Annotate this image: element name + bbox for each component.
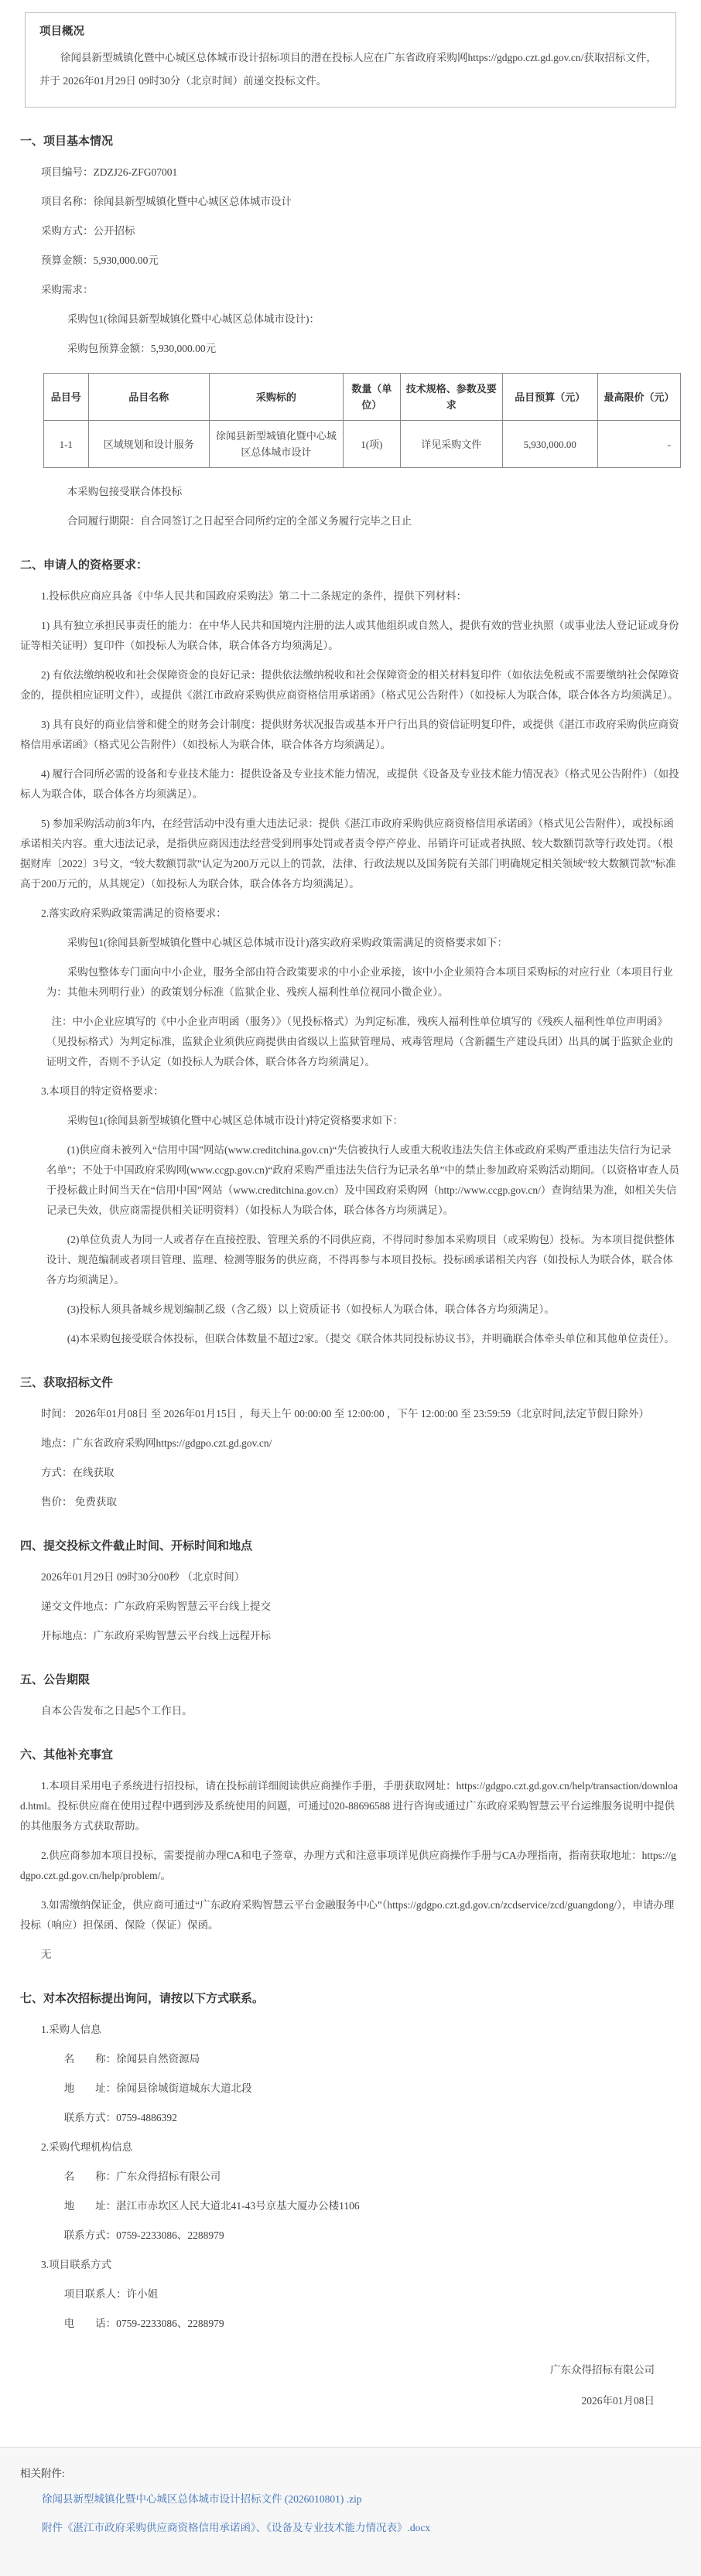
table-header-row xyxy=(44,374,681,421)
overview-title: 项目概况 xyxy=(39,26,84,38)
paragraph: 3) 具有良好的商业信誉和健全的财务会计制度：提供财务状况报告或基本开户行出具的资信证明复印件，或提供《湛江市政府采购供应商资格信用承诺函》（格式见公告附件）（如投标人为联合体，联合体各方均须满足）。 xyxy=(20,719,679,750)
paragraph: 地 址：徐闻县徐城街道城东大道北段 xyxy=(63,2082,252,2094)
table-row xyxy=(44,421,681,468)
paragraph: 采购需求： xyxy=(41,284,94,296)
document-sections xyxy=(20,132,681,2334)
paragraph: 2.采购代理机构信息 xyxy=(41,2141,133,2153)
paragraph: 2.供应商参加本项目投标，需要提前办理CA和电子签章，办理方式和注意事项详见供应商操作手册与CA办理指南，指南获取地址：https://gdgpo.czt.gd.gov.cn/help/problem/。 xyxy=(20,1850,676,1881)
paragraph: 自本公告发布之日起5个工作日。 xyxy=(41,1705,193,1717)
table-header-cell: 品目名称 xyxy=(88,374,209,421)
paragraph: (3)投标人须具备城乡规划编制乙级（含乙级）以上资质证书（如投标人为联合体，联合体各方均须满足）。 xyxy=(67,1303,555,1315)
paragraph: 2) 有依法缴纳税收和社会保障资金的良好记录：提供依法缴纳税收和社会保障资金的相关材料复印件（如依法免税或不需要缴纳社会保障资金的，提供相应证明文件），或提供《湛江市政府采购供应商资格信用承诺函》（格式见公告附件）（如投标人为联合体，联合体各方均须满足）。 xyxy=(20,669,679,701)
paragraph: 3.项目联系方式 xyxy=(41,2259,112,2270)
project-overview-box xyxy=(25,12,676,108)
table-header-cell: 数量（单位） xyxy=(343,374,400,421)
table-cell: 详见采购文件 xyxy=(400,421,502,468)
section-heading: 六、其他补充事宜 xyxy=(20,1749,114,1761)
paragraph: 方式：在线获取 xyxy=(41,1467,115,1478)
paragraph: 名 称：广东众得招标有限公司 xyxy=(63,2171,221,2182)
table-header-cell: 品目号 xyxy=(44,374,89,421)
paragraph: 地 址：湛江市赤坎区人民大道北41-43号京基大厦办公楼1106 xyxy=(63,2200,360,2212)
paragraph: 1.投标供应商应具备《中华人民共和国政府采购法》第二十二条规定的条件，提供下列材料： xyxy=(41,590,467,602)
table-header-cell: 技术规格、参数及要求 xyxy=(400,374,502,421)
table-header-cell: 品目预算（元） xyxy=(502,374,597,421)
section-heading: 一、项目基本情况 xyxy=(20,135,114,148)
paragraph: 采购包预算金额：5,930,000.00元 xyxy=(67,343,217,354)
table-cell: 5,930,000.00 xyxy=(502,421,597,468)
section-heading: 五、公告期限 xyxy=(20,1674,91,1686)
signature-date: 2026年01月08日 xyxy=(581,2395,655,2407)
paragraph: 合同履行期限：自合同签订之日起至合同所约定的全部义务履行完毕之日止 xyxy=(67,515,412,527)
paragraph: 5) 参加采购活动前3年内，在经营活动中没有重大违法记录：提供《湛江市政府采购供应商资格信用承诺函》（格式见公告附件），或投标函承诺相关内容。重大违法记录，是指供应商因违法经营受到刑事处罚或者责令停产停业、吊销许可证或者执照、较大数额罚款等行政处罚。（根据财库〔2022〕3号文，“较大数额罚款”认定为200万元以上的罚款，法律、行政法规以及国务院有关部门明确规定相关领域“较大数额罚款”标准高于200万元的，从其规定）（如投标人为联合体，联合体各方均须满足）。 xyxy=(20,818,676,890)
paragraph: (2)单位负责人为同一人或者存在直接控股、管理关系的不同供应商，不得同时参加本采购项目（或采购包）投标。为本项目提供整体设计、规范编制或者项目管理、监理、检测等服务的供应商，不得再参与本项目投标。投标函承诺相关内容（如投标人为联合体，联合体各方均须满足）。 xyxy=(46,1234,675,1286)
section-heading: 三、获取招标文件 xyxy=(20,1377,114,1389)
paragraph: 1.本项目采用电子系统进行招投标，请在投标前详细阅读供应商操作手册，手册获取网址：https://gdgpo.czt.gd.gov.cn/help/transaction/download.html。投标供应商在使用过程中遇到涉及系统使用的问题，可通过020-88696588 进行咨询或通过广东政府采购智慧云平台运维服务说明中提供的其他服务方式获取帮助。 xyxy=(20,1780,678,1832)
paragraph: 电 话：0759-2233086、2288979 xyxy=(63,2318,224,2329)
paragraph: (4)本采购包接受联合体投标，但联合体数量不超过2家。（提交《联合体共同投标协议书》，并明确联合体牵头单位和其他单位责任）。 xyxy=(67,1333,675,1344)
paragraph: 注：中小企业应填写的《中小企业声明函（服务）》（见投标格式）为判定标准，残疾人福利性单位填写的《残疾人福利性单位声明函》（见投标格式）为判定标准，监狱企业须供应商提供由省级以上监狱管理局、戒毒管理局（含新疆生产建设兵团）出具的属于监狱企业的证明文件，否则不予认定（如投标人为联合体，联合体各方均须满足）。 xyxy=(46,1016,673,1068)
paragraph: 项目联系人：许小姐 xyxy=(63,2288,159,2300)
paragraph: 3.如需缴纳保证金，供应商可通过“广东政府采购智慧云平台金融服务中心”（https://gdgpo.czt.gd.gov.cn/zcdservice/zcd/guangdong/），申请办理投标（响应）担保函、保险（保证）保函。 xyxy=(20,1899,675,1931)
paragraph: 项目编号：ZDZJ26-ZFG07001 xyxy=(41,166,178,178)
attachments-label: 相关附件: xyxy=(20,2468,65,2479)
paragraph: 采购包1(徐闻县新型城镇化暨中心城区总体城市设计)特定资格要求如下： xyxy=(67,1115,403,1126)
table-cell: 徐闻县新型城镇化暨中心城区总体城市设计 xyxy=(209,421,343,468)
table-cell: 1-1 xyxy=(44,421,89,468)
paragraph: 2.落实政府采购政策需满足的资格要求： xyxy=(41,907,227,919)
signature-block xyxy=(20,2360,681,2411)
attachment-link-docx[interactable]: 附件《湛江市政府采购供应商资格信用承诺函》、《设备及专业技术能力情况表》.docx xyxy=(42,2522,431,2533)
table-cell: 区域规划和设计服务 xyxy=(88,421,209,468)
attachment-link-zip[interactable]: 徐闻县新型城镇化暨中心城区总体城市设计招标文件 (2026010801) .zip xyxy=(42,2493,362,2505)
table-cell: - xyxy=(597,421,680,468)
paragraph: 无 xyxy=(41,1949,52,1960)
paragraph: 时间： 2026年01月08日 至 2026年01月15日 ，每天上午 00:00:00 至 12:00:00 ，下午 12:00:00 至 23:59:59（北京时间,法定节假日除外） xyxy=(41,1408,650,1420)
paragraph: 3.本项目的特定资格要求： xyxy=(41,1085,164,1097)
paragraph: 联系方式：0759-4886392 xyxy=(63,2112,177,2123)
paragraph: 项目名称：徐闻县新型城镇化暨中心城区总体城市设计 xyxy=(41,196,292,207)
paragraph: 采购方式：公开招标 xyxy=(41,225,135,237)
table-cell: 1(项) xyxy=(343,421,400,468)
paragraph: 预算金额：5,930,000.00元 xyxy=(41,255,159,266)
paragraph: (1)供应商未被列入“信用中国”网站(www.creditchina.gov.cn)“失信被执行人或重大税收违法失信主体或政府采购严重违法失信行为记录名单”；不处于中国政府采购网(www.ccgp.gov.cn)“政府采购严重违法失信行为记录名单”中的禁止参加政府采购活动期间。（以资格审查人员于投标截止时间当天在“信用中国”网站（www.creditchina.gov.cn）及中国政府采购网（http://www.ccgp.gov.cn/）查询结果为准，如相关失信记录已失效，供应商需提供相关证明资料）（如投标人为联合体，联合体各方均须满足）。 xyxy=(46,1144,680,1216)
overview-body: 徐闻县新型城镇化暨中心城区总体城市设计招标项目的潜在投标人应在广东省政府采购网https://gdgpo.czt.gd.gov.cn/获取招标文件，并于 2026年01月29日 09时30分（北京时间）前递交投标文件。 xyxy=(39,52,657,87)
section-heading: 二、申请人的资格要求： xyxy=(20,559,149,572)
paragraph: 1.采购人信息 xyxy=(41,2024,101,2035)
paragraph: 采购包整体专门面向中小企业，服务全部由符合政策要求的中小企业承接，该中小企业须符合本项目采购标的对应行业（本项目行业为：其他未列明行业）的政策划分标准（监狱企业、残疾人福利性单位视同小微企业）。 xyxy=(46,966,673,998)
paragraph: 联系方式：0759-2233086、2288979 xyxy=(63,2229,224,2241)
paragraph: 采购包1(徐闻县新型城镇化暨中心城区总体城市设计)： xyxy=(67,313,320,325)
section-heading: 七、对本次招标提出询问，请按以下方式联系。 xyxy=(20,1993,265,2005)
paragraph: 开标地点：广东政府采购智慧云平台线上远程开标 xyxy=(41,1630,271,1642)
paragraph: 递交文件地点：广东政府采购智慧云平台线上提交 xyxy=(41,1601,271,1612)
paragraph: 采购包1(徐闻县新型城镇化暨中心城区总体城市设计)落实政府采购政策需满足的资格要求如下： xyxy=(67,937,508,948)
paragraph: 售价： 免费获取 xyxy=(41,1496,117,1508)
paragraph: 2026年01月29日 09时30分00秒 （北京时间） xyxy=(41,1571,245,1583)
paragraph: 地点：广东省政府采购网https://gdgpo.czt.gd.gov.cn/ xyxy=(41,1437,272,1449)
table-header-cell: 采购标的 xyxy=(209,374,343,421)
table-header-cell: 最高限价（元） xyxy=(597,374,680,421)
paragraph: 名 称：徐闻县自然资源局 xyxy=(63,2053,200,2065)
procurement-items-table xyxy=(43,373,681,468)
paragraph: 4) 履行合同所必需的设备和专业技术能力：提供设备及专业技术能力情况，或提供《设备及专业技术能力情况表》（格式见公告附件）（如投标人为联合体，联合体各方均须满足）。 xyxy=(20,768,679,800)
attachments-section xyxy=(0,2447,701,2576)
section-heading: 四、提交投标文件截止时间、开标时间和地点 xyxy=(20,1540,253,1553)
signature-company: 广东众得招标有限公司 xyxy=(550,2364,655,2376)
paragraph: 本采购包接受联合体投标 xyxy=(67,486,183,497)
paragraph: 1) 具有独立承担民事责任的能力：在中华人民共和国境内注册的法人或其他组织或自然人，提供有效的营业执照（或事业法人登记证或身份证等相关证明）复印件（如投标人为联合体，联合体各方均须满足）。 xyxy=(20,620,679,651)
